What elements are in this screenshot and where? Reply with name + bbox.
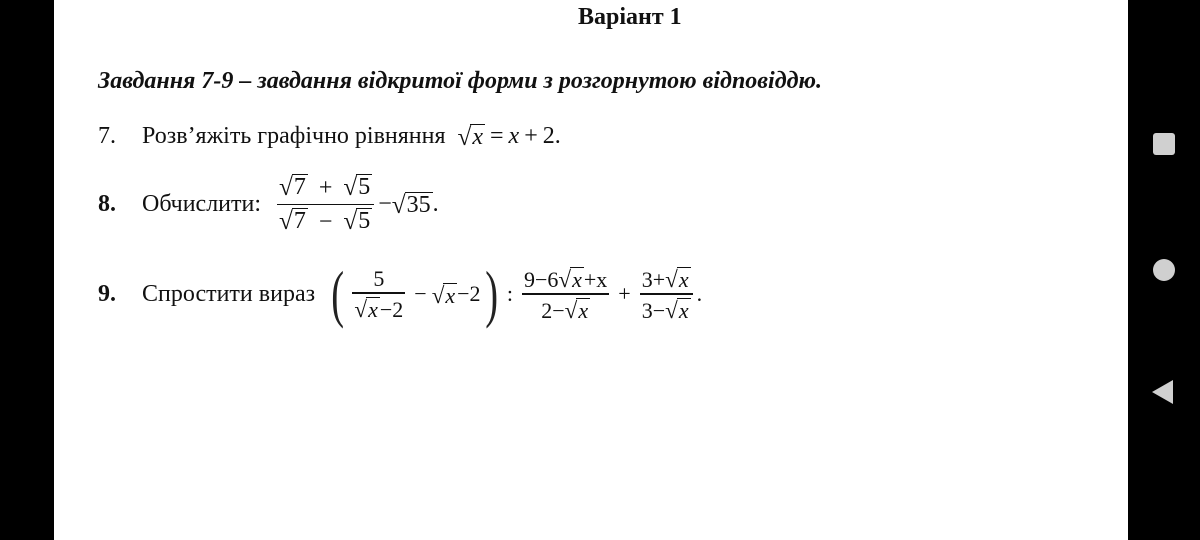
task-8	[98, 172, 439, 237]
fraction: 3+ √ x 3− √ x	[640, 265, 693, 323]
home-button[interactable]	[1150, 256, 1178, 284]
task-text: Розв’яжіть графічно рівняння	[142, 122, 446, 149]
task-7	[98, 122, 561, 150]
triangle-back-icon	[1152, 380, 1173, 404]
back-button[interactable]	[1150, 378, 1178, 406]
task-9	[98, 258, 703, 329]
square-icon	[1153, 133, 1175, 155]
expression-8: √ 7 + √ 5 √ 7 − √ 5 − √ 35 .	[279, 173, 439, 236]
circle-icon	[1153, 259, 1175, 281]
fraction: 5 √ x −2	[354, 265, 404, 322]
task-number: 8.	[98, 190, 116, 217]
section-heading: Завдання 7-9 – завдання відкритої форми з розгорнутою відповіддю.	[98, 68, 823, 94]
page-title: Варіант 1	[578, 4, 682, 30]
task-text: Обчислити:	[142, 190, 262, 217]
navigation-bar	[1128, 0, 1200, 540]
expression-9: ( 5 √ x −2 − √ x −2 ) : 9−6 √ x +x 2− √ x + 3+ √ x 3− √ x .	[331, 258, 703, 329]
equation-7: √ x = x + 2 .	[457, 122, 561, 151]
fraction: 9−6 √ x +x 2− √ x	[524, 265, 608, 323]
sqrt-x: √ x	[457, 123, 483, 151]
sqrt-35: √ 35	[391, 192, 431, 220]
recent-apps-button[interactable]	[1150, 130, 1178, 158]
fraction: √ 7 + √ 5 √ 7 − √ 5	[277, 172, 374, 237]
task-number: 9.	[98, 280, 116, 307]
task-number: 7.	[98, 122, 116, 149]
task-text: Спростити вираз	[142, 280, 316, 307]
